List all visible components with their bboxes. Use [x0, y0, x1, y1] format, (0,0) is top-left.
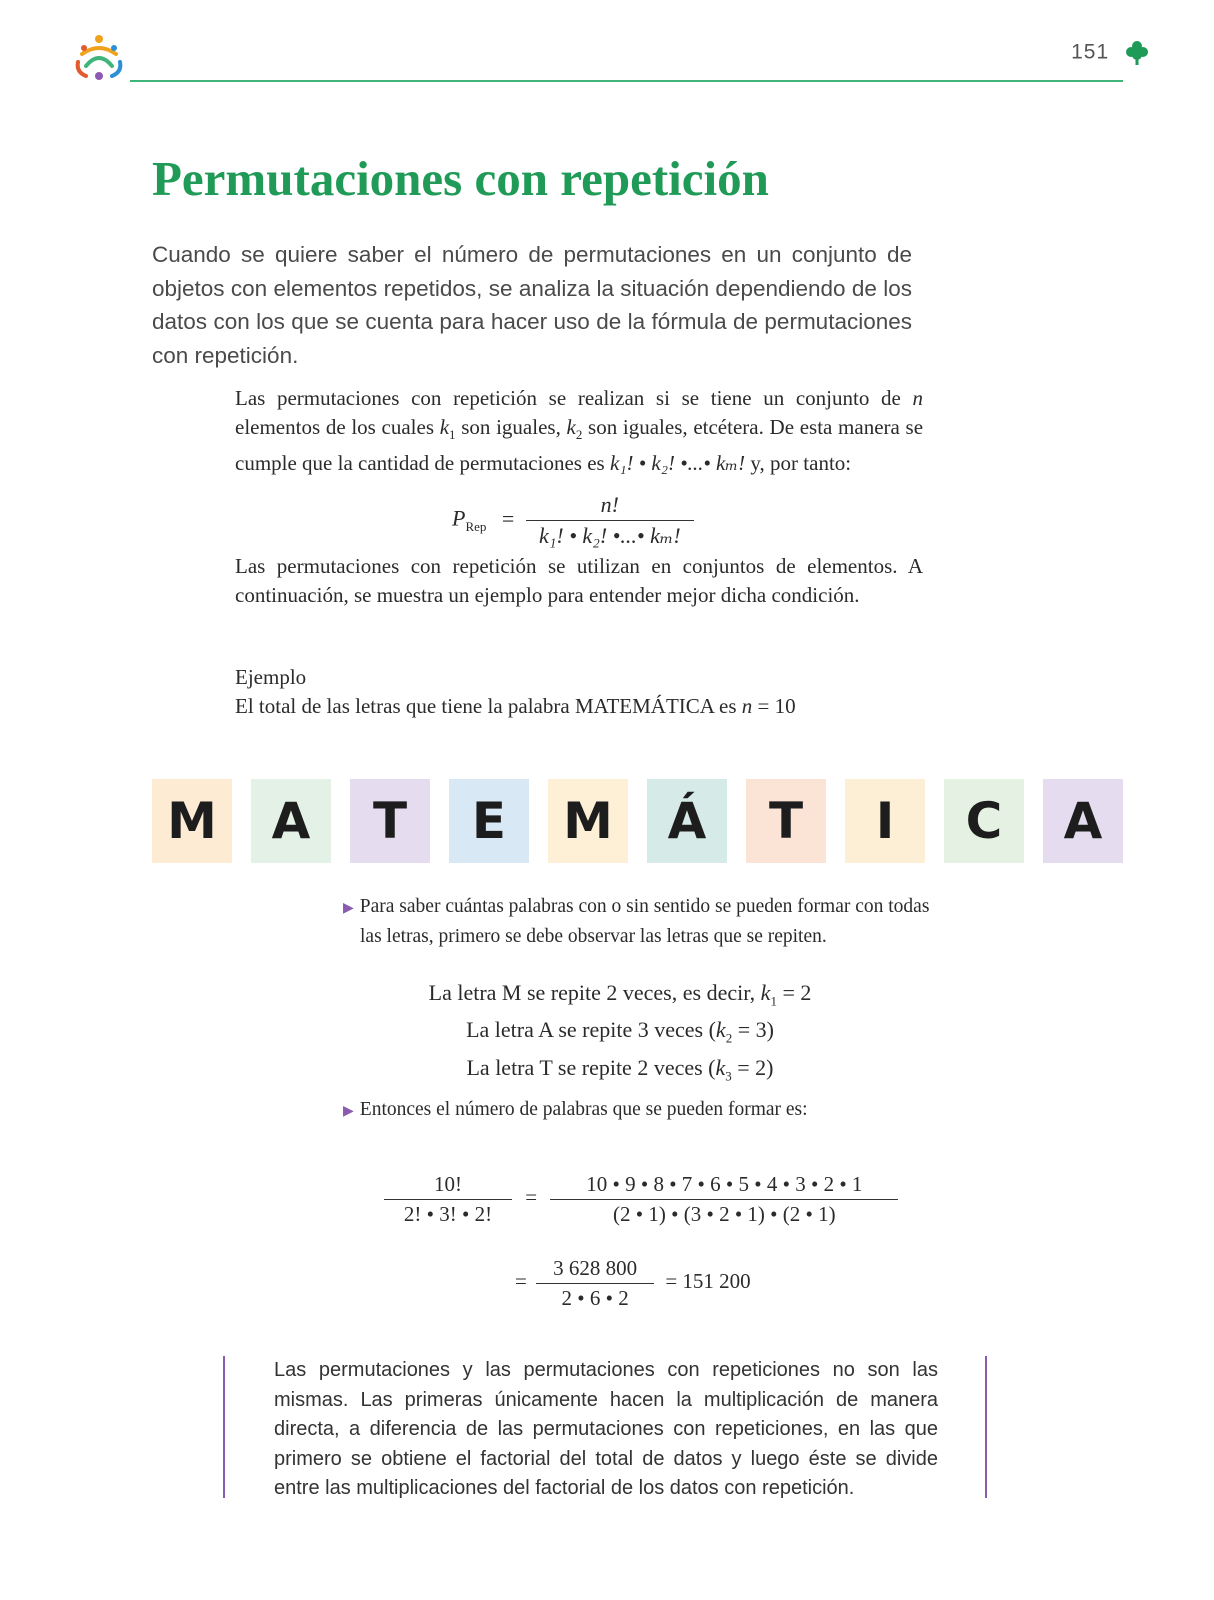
letter-tile: M [152, 779, 232, 863]
tree-icon [1126, 40, 1148, 66]
letter-tile: C [944, 779, 1024, 863]
letter-tile: T [746, 779, 826, 863]
word-tiles [152, 779, 1130, 863]
bullet-triangle-icon: ▶ [343, 901, 354, 916]
example-label: Ejemplo [235, 665, 307, 689]
example-block [235, 663, 796, 720]
repeat-m: La letra M se repite 2 veces, es decir, $k_1 = 2$ [428, 980, 812, 1009]
repeat-t: La letra T se repite 2 veces $(k_3 = 2)$ [466, 1054, 774, 1084]
calculation-step-2: = $\frac{3 628 800}{2 • 6 • 2}$ = 151 200 [515, 1256, 751, 1310]
letter-tile: T [350, 779, 430, 863]
letter-tile: Á [647, 779, 727, 863]
bullet-observe: ▶ Para saber cuántas palabras con o sin sentido se pueden formar con todas las letras, primero se debe observar las letras que se repiten. [343, 896, 930, 947]
letter-tile: M [548, 779, 628, 863]
example-text: El total de las letras que tiene la palabra MATEMÁTICA es n = 10 [235, 693, 796, 718]
letter-tile: E [449, 779, 529, 863]
logo-icon [72, 32, 126, 84]
repeated-letters [300, 978, 940, 1090]
repeat-a: La letra A se repite 3 veces $(k_2 = 3)$ [466, 1017, 774, 1046]
note-bar-left [223, 1356, 225, 1498]
definition-paragraph: Las permutaciones con repetición se realizan si se tiene un conjunto de n elementos de los cuales $k_1$ son iguales, $k_2$ son iguales, etcétera. De esta manera se cumple que la cantidad de permutaciones es k₁! • k₂! •...• kₘ! y, por tanto: [235, 386, 924, 476]
note-bar-right [985, 1356, 987, 1498]
bullet-result-intro: ▶ Entonces el número de palabras que se pueden formar es: [343, 1099, 808, 1120]
letter-tile: A [251, 779, 331, 863]
letter-tile: A [1043, 779, 1123, 863]
page-title: Permutaciones con repetición [152, 151, 769, 206]
letter-tile: I [845, 779, 925, 863]
calculation-step-1: $\frac{10!}{2! • 3! • 2!}$ = $\frac{10 • 9 • 8 • 7 • 6 • 5 • 4 • 3 • 2 • 1}{(2 • 1) • (3 • 2 • 1) • (2 • 1)}$ [388, 1172, 894, 1227]
header-rule [130, 80, 1123, 82]
note-paragraph: Las permutaciones y las permutaciones con repeticiones no son las mismas. Las primeras únicamente hacen la multiplicación de manera directa, a diferencia de las permutaciones con repeticiones, en las que primero se obtiene el factorial del total de datos y luego éste se divide entre las multiplicaciones del factorial de los datos con repetición. [274, 1359, 938, 1499]
intro-paragraph: Cuando se quiere saber el número de permutaciones en un conjunto de objetos con elementos repetidos, se analiza la situación dependiendo de los datos con los que se cuenta para hacer uso de la fórmula de permutaciones con repetición. [152, 242, 912, 368]
usage-paragraph: Las permutaciones con repetición se utilizan en conjuntos de elementos. A continuación, se muestra un ejemplo para entender mejor dicha condición. [235, 554, 923, 607]
bullet-triangle-icon: ▶ [343, 1104, 354, 1119]
permutation-formula: $P_{Rep}$ = $\frac{n!}{\text{k₁! • k₂! •...• kₘ!}}$ [452, 492, 690, 549]
page-number: 151 [1071, 40, 1148, 66]
